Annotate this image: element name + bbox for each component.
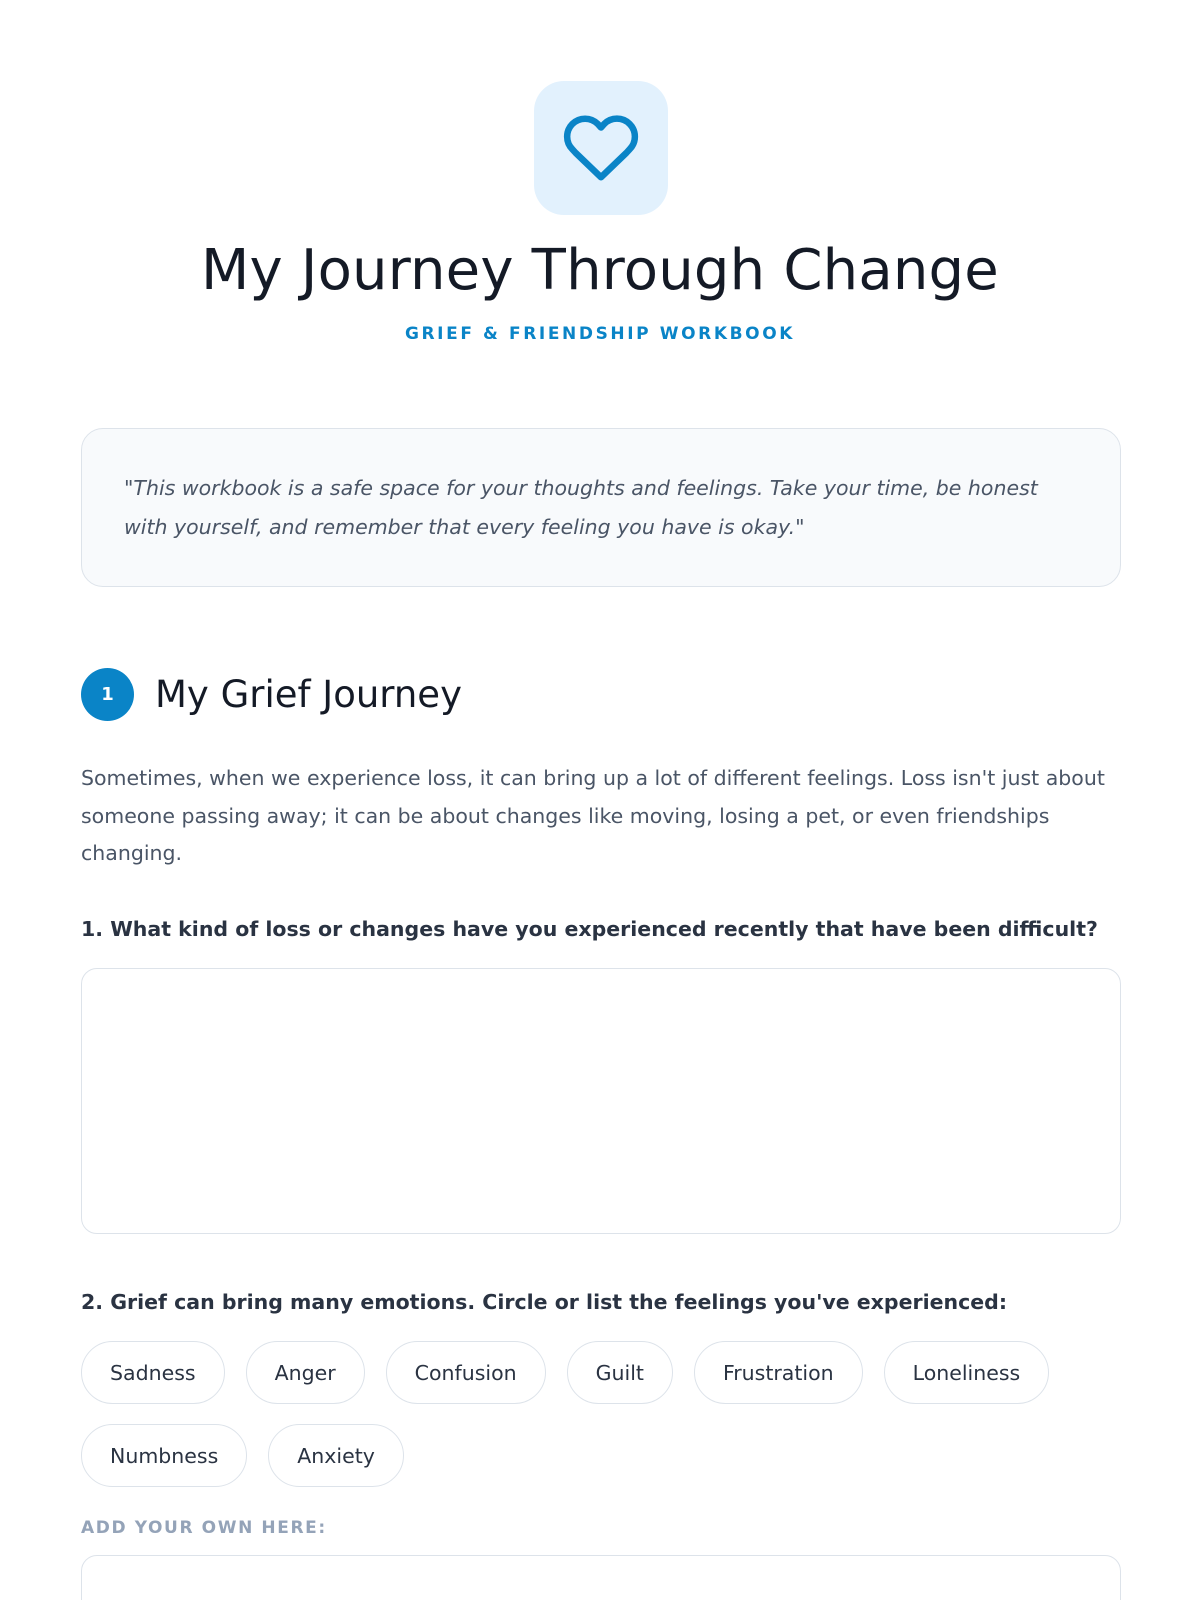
section-intro: Sometimes, when we experience loss, it can bring up a lot of different feelings. Loss isn't just about someone passing away; it can be about changes like moving, losing a pet, or even friendships changing. (81, 766, 1105, 865)
emotion-chip-confusion[interactable]: Confusion (386, 1341, 546, 1404)
emotion-chip-numbness[interactable]: Numbness (81, 1424, 247, 1487)
emotion-chip-anxiety[interactable]: Anxiety (268, 1424, 404, 1487)
section-title: My Grief Journey (155, 673, 462, 716)
intro-quote: "This workbook is a safe space for your thoughts and feelings. Take your time, be honest with yourself, and remember that every feeling you have is okay." (124, 476, 1038, 539)
section-header (81, 668, 462, 721)
page-subtitle: GRIEF & FRIENDSHIP WORKBOOK (404, 324, 796, 344)
logo-badge (534, 81, 668, 215)
add-own-emotion-field[interactable] (81, 1555, 1121, 1600)
emotion-chip-guilt[interactable]: Guilt (567, 1341, 673, 1404)
add-own-emotion-label: ADD YOUR OWN HERE: (81, 1518, 327, 1538)
question-1-answer-field[interactable] (81, 968, 1121, 1234)
emotion-chip-sadness[interactable]: Sadness (81, 1341, 225, 1404)
question-1-label: 1. What kind of loss or changes have you experienced recently that have been difficult? (81, 917, 1098, 941)
emotion-chip-anger[interactable]: Anger (246, 1341, 365, 1404)
emotion-chip-frustration[interactable]: Frustration (694, 1341, 863, 1404)
intro-quote-box (81, 428, 1121, 587)
emotion-chip-list (81, 1341, 1121, 1487)
heart-icon (562, 109, 640, 187)
page-title: My Journey Through Change (201, 238, 999, 303)
emotion-chip-loneliness[interactable]: Loneliness (884, 1341, 1050, 1404)
question-2-label: 2. Grief can bring many emotions. Circle or list the feelings you've experienced: (81, 1290, 1008, 1314)
section-number-badge: 1 (81, 668, 134, 721)
